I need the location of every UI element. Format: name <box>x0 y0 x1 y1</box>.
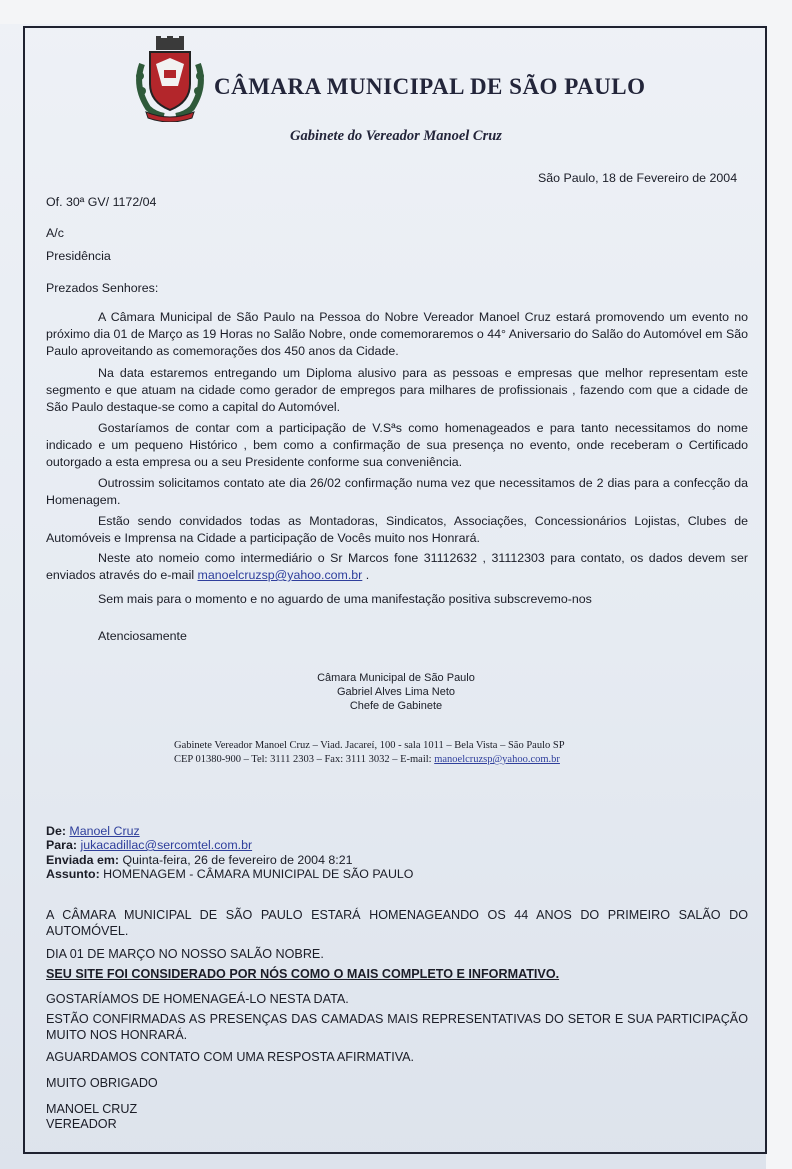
sign-off: Atenciosamente <box>98 629 187 643</box>
email-subject-value: HOMENAGEM - CÂMARA MUNICIPAL DE SÃO PAULO <box>103 867 414 881</box>
email-to <box>46 838 252 853</box>
page-margin-top <box>0 0 792 24</box>
city-coat-of-arms-icon <box>134 36 206 122</box>
letter-paragraph: A Câmara Municipal de São Paulo na Pessoa do Nobre Vereador Manoel Cruz estará promovendo um evento no próximo dia 01 de Março as 19 Horas no Salão Nobre, onde comemoraremos o 44° Aniversario do Salão do Automóvel em São Paulo aproveitando as comemorações dos 450 anos da Cidade. <box>46 310 748 358</box>
email-body-highlight: SEU SITE FOI CONSIDERADO POR NÓS COMO O MAIS COMPLETO E INFORMATIVO. <box>46 967 560 981</box>
closing-line: Sem mais para o momento e no aguardo de uma manifestação positiva subscrevemo-nos <box>98 592 592 606</box>
email-from <box>46 824 140 839</box>
page-margin-right <box>766 24 792 1169</box>
letter-paragraph: Na data estaremos entregando um Diploma alusivo para as pessoas e empresas que melhor representam este segmento e que atuam na cidade como gerador de empregos para milhares de profissionais , fazendo com que a cidade de São Paulo destaque-se como a capital do Automóvel. <box>46 366 748 414</box>
contact-text: Neste ato nomeio como intermediário o Sr Marcos fone 31112632 , 31112303 para contato, os dados devem ser enviados através do e-mail <box>46 551 748 582</box>
email-subject <box>46 867 413 882</box>
letter-footer-contacts <box>174 752 560 767</box>
attention-line: A/c <box>46 226 64 240</box>
email-subject-label: Assunto: <box>46 867 100 881</box>
signature-title: Chefe de Gabinete <box>349 700 443 712</box>
email-body-line: ESTÃO CONFIRMADAS AS PRESENÇAS DAS CAMADAS MAIS REPRESENTATIVAS DO SETOR E SUA PARTICIPAÇÃO MUITO NOS HONRARÁ. <box>46 1012 748 1042</box>
recipient-line: Presidência <box>46 249 111 263</box>
footer-contact-text: CEP 01380-900 – Tel: 3111 2303 – Fax: 3111 3032 – E-mail: <box>174 754 435 765</box>
contact-email-link[interactable]: manoelcruzsp@yahoo.com.br <box>197 568 363 582</box>
footer-email-link[interactable]: manoelcruzsp@yahoo.com.br <box>434 754 560 765</box>
contact-text-end: . <box>362 568 370 582</box>
salutation: Prezados Senhores: <box>46 281 159 295</box>
letter-reference: Of. 30ª GV/ 1172/04 <box>46 195 157 209</box>
email-body-line: GOSTARÍAMOS DE HOMENAGEÁ-LO NESTA DATA. <box>46 992 349 1006</box>
email-from-label: De: <box>46 824 66 838</box>
letter-paragraph: Estão sendo convidados todas as Montadoras, Sindicatos, Associações, Concessionários Lojistas, Clubes de Automóveis e Imprensa na Cidade a participação de Vocês muito nos Honrará. <box>46 514 748 545</box>
letter-footer-address: Gabinete Vereador Manoel Cruz – Viad. Jacareí, 100 - sala 1011 – Bela Vista – São Paulo SP <box>174 740 565 751</box>
email-sent-value: Quinta-feira, 26 de fevereiro de 2004 8:21 <box>122 853 353 867</box>
email-to-label: Para: <box>46 838 77 852</box>
email-signature-name: MANOEL CRUZ <box>46 1102 138 1116</box>
organization-title: CÂMARA MUNICIPAL DE SÃO PAULO <box>214 74 646 99</box>
office-subtitle: Gabinete do Vereador Manoel Cruz <box>290 128 502 144</box>
email-sent-label: Enviada em: <box>46 853 119 867</box>
email-to-value[interactable]: jukacadillac@sercomtel.com.br <box>80 838 253 852</box>
email-body-line: AGUARDAMOS CONTATO COM UMA RESPOSTA AFIRMATIVA. <box>46 1050 415 1064</box>
signature-organization: Câmara Municipal de São Paulo <box>317 672 475 684</box>
letter-paragraph: Outrossim solicitamos contato ate dia 26/02 confirmação numa vez que necessitamos de 2 dias para a confecção da Homenagem. <box>46 476 748 507</box>
email-signature-title: VEREADOR <box>46 1117 117 1131</box>
contact-paragraph <box>46 550 748 584</box>
email-body-line: DIA 01 DE MARÇO NO NOSSO SALÃO NOBRE. <box>46 947 324 961</box>
email-from-value[interactable]: Manoel Cruz <box>69 824 140 838</box>
email-sent <box>46 853 353 868</box>
email-body-line: A CÂMARA MUNICIPAL DE SÃO PAULO ESTARÁ HOMENAGEANDO OS 44 ANOS DO PRIMEIRO SALÃO DO AUTOMÓVEL. <box>46 908 748 938</box>
letter-date: São Paulo, 18 de Fevereiro de 2004 <box>538 171 738 185</box>
signature-name: Gabriel Alves Lima Neto <box>337 686 455 698</box>
letter-paragraph: Gostaríamos de contar com a participação de V.Sªs como homenageados e para tanto necessitamos do nome indicado e um pequeno Histórico , bem como a confirmação de sua presença no evento, onde receberam o Certificado outorgado a esta empresa ou a seu Presidente conforme sua conveniência. <box>46 421 748 469</box>
email-body-line: MUITO OBRIGADO <box>46 1076 158 1090</box>
